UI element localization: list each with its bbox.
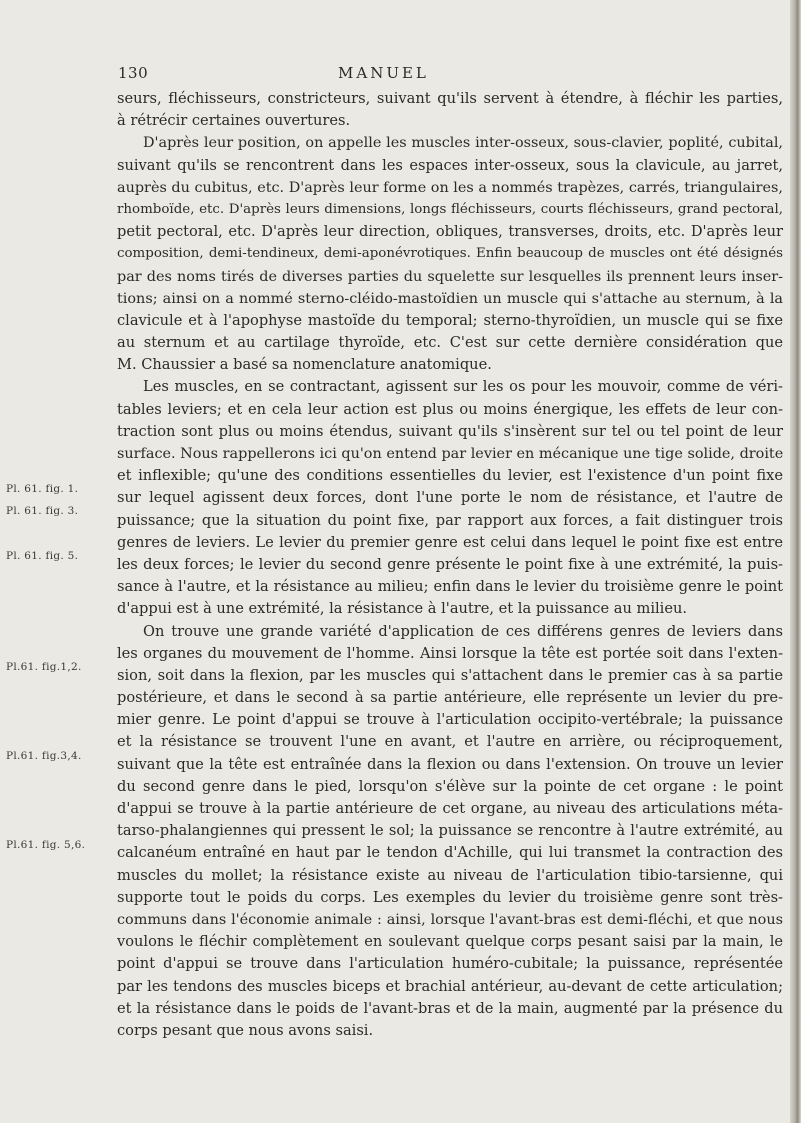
text-line: voulons le fléchir complètement en soulevant quelque corps pesant saisi par la main, le [117,933,783,951]
text-line: supporte tout le poids du corps. Les exemples du levier du troisième genre sont très- [117,888,783,906]
page-header [0,64,790,86]
text-line: communs dans l'économie animale : ainsi, lorsque l'avant-bras est demi-fléchi, et que nous [117,911,783,928]
text-line: puissance; que la situation du point fixe, par rapport aux forces, a fait distinguer trois [117,511,783,529]
text-line: tables leviers; et en cela leur action est plus ou moins énergique, les effets de leur con- [117,400,783,418]
text-line: point d'appui se trouve dans l'articulation huméro-cubitale; la puissance, représentée [117,955,783,973]
text-line: traction sont plus ou moins étendus, suivant qu'ils s'insèrent sur tel ou tel point de leur [117,422,783,440]
text-line: à rétrécir certaines ouvertures. [117,112,351,130]
text-line: Les muscles, en se contractant, agissent sur les os pour les mouvoir, comme de véri- [143,378,783,396]
text-line: surface. Nous rappellerons ici qu'on entend par levier en mécanique une tige solide, droite [117,446,783,462]
text-line: tions; ainsi on a nommé sterno-cléido-mastoïdien un muscle qui s'attache au sternum, à la [117,290,783,307]
text-line: rhomboïde, etc. D'après leurs dimensions, longs fléchisseurs, courts fléchisseurs, grand pectoral, [117,201,783,217]
margin-note: Pl.61. fig.1,2. [6,661,82,673]
text-line: auprès du cubitus, etc. D'après leur forme on les a nommés trapèzes, carrés, triangulaires, [117,179,783,196]
text-line: mier genre. Le point d'appui se trouve à l'articulation occipito-vertébrale; la puissance [117,711,783,729]
text-line: et la résistance se trouvent l'une en avant, et l'autre en arrière, ou réciproquement, [117,733,783,751]
margin-note: Pl.61. fig.3,4. [6,750,82,762]
text-line: M. Chaussier a basé sa nomenclature anatomique. [117,356,492,374]
text-line: du second genre dans le pied, lorsqu'on s'élève sur la pointe de cet organe : le point [117,777,783,795]
text-line: tarso-phalangiennes qui pressent le sol; la puissance se rencontre à l'autre extrémité, au [117,822,783,840]
text-line: les deux forces; le levier du second genre présente le point fixe à une extrémité, la puis- [117,555,783,573]
margin-note: Pl. 61. fig. 5. [6,550,79,562]
text-line: petit pectoral, etc. D'après leur direction, obliques, transverses, droits, etc. D'après leur [117,223,783,241]
text-line: postérieure, et dans le second à sa partie antérieure, elle représente un levier du pre- [117,689,783,707]
page-number: 130 [118,64,149,82]
text-line: sion, soit dans la flexion, par les muscles qui s'attachent dans le premier cas à sa partie [117,666,783,684]
margin-note: Pl.61. fig. 5,6. [6,839,86,851]
text-line: corps pesant que nous avons saisi. [117,1021,374,1039]
text-line: et inflexible; qu'une des conditions essentielles du levier, est l'existence d'un point fixe [117,467,783,485]
text-line: D'après leur position, on appelle les muscles inter-osseux, sous-clavier, poplité, cubital, [143,135,783,152]
page-edge-shadow [790,0,801,1123]
text-line: d'appui est à une extrémité, la résistance à l'autre, et la puissance au milieu. [117,600,688,618]
body-text [117,88,783,1042]
text-line: par les tendons des muscles biceps et brachial antérieur, au-devant de cette articulation; [117,977,783,995]
running-head: MANUEL [338,64,429,82]
text-line: les organes du mouvement de l'homme. Ainsi lorsque la tête est portée soit dans l'exten- [117,644,783,662]
text-line: On trouve une grande variété d'application de ces différens genres de leviers dans [143,622,783,640]
text-line: calcanéum entraîné en haut par le tendon d'Achille, qui lui transmet la contraction des [117,844,783,862]
text-line: d'appui se trouve à la partie antérieure de cet organe, au niveau des articulations méta- [117,800,783,817]
text-line: muscles du mollet; la résistance existe au niveau de l'articulation tibio-tarsienne, qui [117,866,783,884]
text-line: au sternum et au cartilage thyroïde, etc. C'est sur cette dernière considération que [117,334,783,352]
text-line: par des noms tirés de diverses parties du squelette sur lesquelles ils prennent leurs inser- [117,268,783,285]
text-line: genres de leviers. Le levier du premier genre est celui dans lequel le point fixe est entre [117,533,783,551]
text-line: composition, demi-tendineux, demi-aponévrotiques. Enfin beaucoup de muscles ont été désignés [117,246,783,262]
margin-note: Pl. 61. fig. 3. [6,505,79,517]
text-line: suivant qu'ils se rencontrent dans les espaces inter-osseux, sous la clavicule, au jarret, [117,156,783,174]
text-line: suivant que la tête est entraînée dans la flexion ou dans l'extension. On trouve un levier [117,755,783,773]
margin-note: Pl. 61. fig. 1. [6,483,79,495]
text-line: sur lequel agissent deux forces, dont l'une porte le nom de résistance, et l'autre de [117,489,783,507]
text-line: et la résistance dans le poids de l'avant-bras et de la main, augmenté par la présence du [117,999,783,1017]
text-line: sance à l'autre, et la résistance au milieu; enfin dans le levier du troisième genre le point [117,578,783,596]
text-line: clavicule et à l'apophyse mastoïde du temporal; sterno-thyroïdien, un muscle qui se fixe [117,311,783,329]
text-line: seurs, fléchisseurs, constricteurs, suivant qu'ils servent à étendre, à fléchir les parties, [117,90,783,107]
